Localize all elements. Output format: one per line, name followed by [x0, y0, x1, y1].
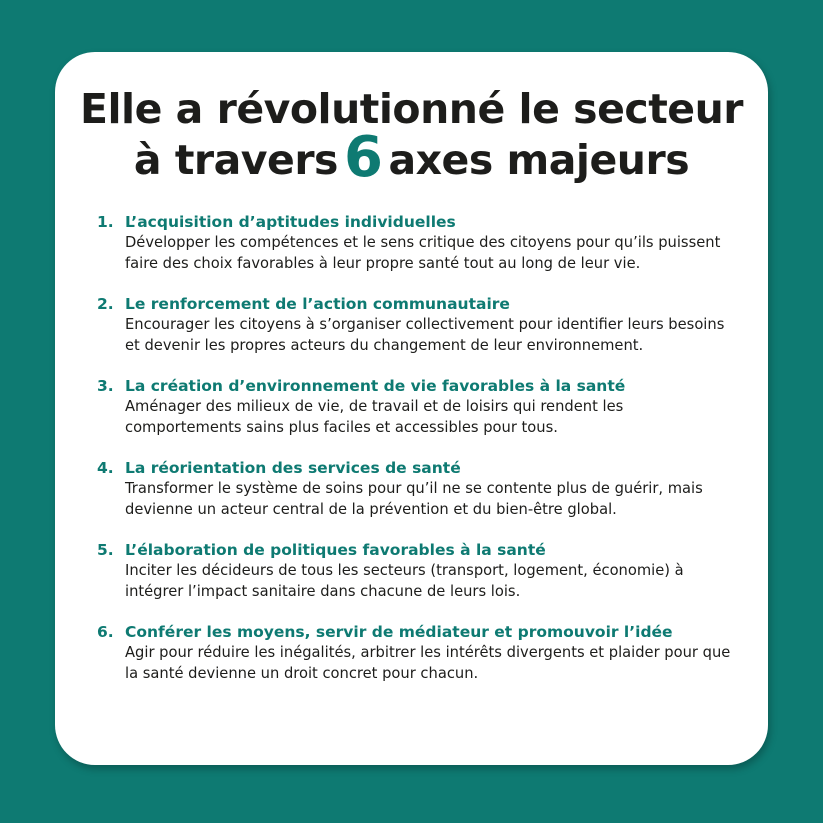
axis-item-3 — [97, 376, 737, 438]
axis-description: Agir pour réduire les inégalités, arbitrer les intérêts divergents et plaider pour que la santé devienne un droit concret pour chacun. — [125, 644, 731, 682]
axis-item-5 — [97, 540, 737, 602]
axis-description: Inciter les décideurs de tous les secteurs (transport, logement, économie) à intégrer l’impact sanitaire dans chacune de leurs lois. — [125, 562, 684, 600]
axes-list — [97, 212, 737, 704]
axis-item-4 — [97, 458, 737, 520]
axis-description: Encourager les citoyens à s’organiser collectivement pour identifier leurs besoins et devenir les propres acteurs du changement de leur environnement. — [125, 316, 725, 354]
axis-item-1 — [97, 212, 737, 274]
axis-description: Aménager des milieux de vie, de travail et de loisirs qui rendent les comportements sains plus faciles et accessibles pour tous. — [125, 398, 624, 436]
axis-number: 4. — [97, 459, 114, 477]
title-line-2 — [55, 125, 768, 190]
axis-number: 2. — [97, 295, 114, 313]
axis-heading: L’acquisition d’aptitudes individuelles — [125, 213, 456, 231]
title-suffix: axes majeurs — [388, 136, 690, 184]
axis-number: 1. — [97, 213, 114, 231]
axis-heading: Le renforcement de l’action communautaire — [125, 295, 510, 313]
axis-number: 6. — [97, 623, 114, 641]
content-card — [55, 52, 768, 765]
axis-description: Développer les compétences et le sens critique des citoyens pour qu’ils puissent faire des choix favorables à leur propre santé tout au long de leur vie. — [125, 234, 721, 272]
axis-heading: La création d’environnement de vie favorables à la santé — [125, 377, 626, 395]
axis-number: 5. — [97, 541, 114, 559]
axis-heading: L’élaboration de politiques favorables à la santé — [125, 541, 546, 559]
axis-description: Transformer le système de soins pour qu’il ne se contente plus de guérir, mais devienne un acteur central de la prévention et du bien-être global. — [125, 480, 703, 518]
title-prefix: à travers — [133, 136, 338, 184]
axis-heading: La réorientation des services de santé — [125, 459, 461, 477]
title-number: 6 — [343, 125, 383, 190]
axis-item-6 — [97, 622, 737, 684]
axis-item-2 — [97, 294, 737, 356]
axis-heading: Conférer les moyens, servir de médiateur et promouvoir l’idée — [125, 623, 673, 641]
axis-number: 3. — [97, 377, 114, 395]
title-line-1: Elle a révolutionné le secteur — [79, 85, 744, 133]
